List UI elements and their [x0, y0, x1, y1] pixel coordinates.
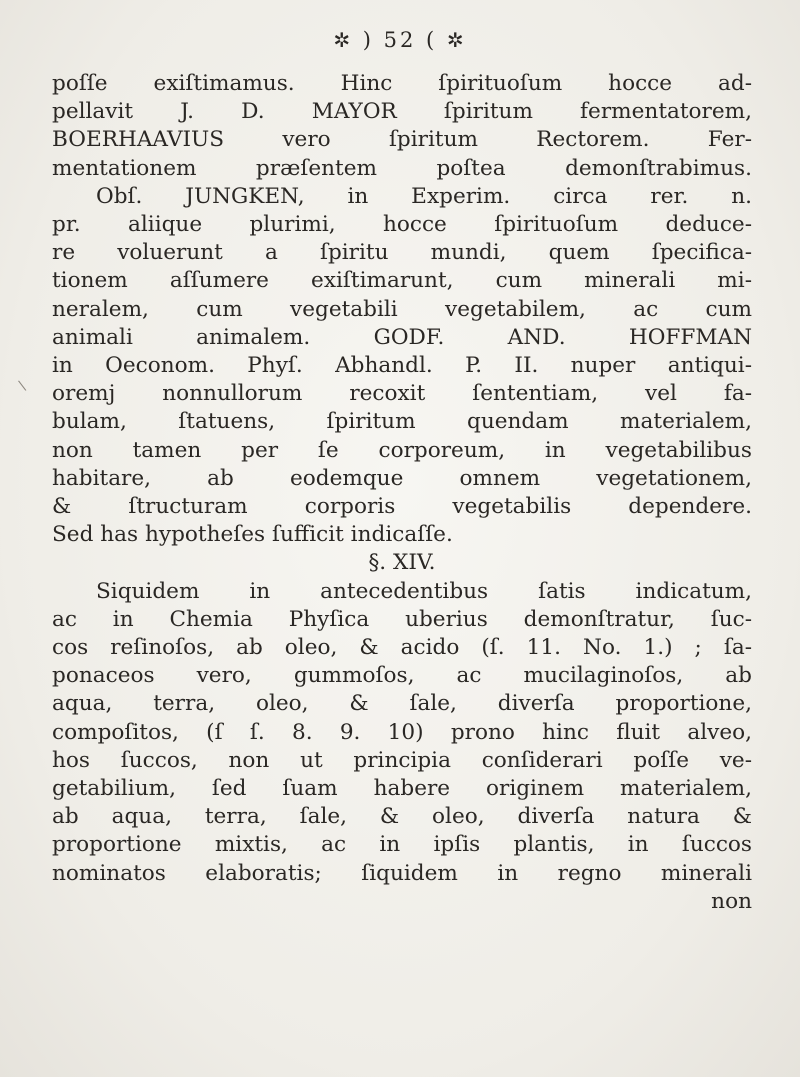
text-line: aqua, terra, oleo, & ſale, diverſa proportione, [52, 691, 752, 717]
text-line: in Oeconom. Phyſ. Abhandl. P. II. nuper antiqui- [52, 353, 752, 379]
text-line: ponaceos vero, gummoſos, ac mucilaginoſos, ab [52, 663, 752, 689]
text-line: BOERHAAVIUS vero ſpiritum Rectorem. Fer- [52, 127, 752, 153]
text-line: ab aqua, terra, ſale, & oleo, diverſa natura & [52, 804, 752, 830]
text-line: tionem aſſumere exiſtimarunt, cum minerali mi- [52, 268, 752, 294]
text-line: getabilium, ſed ſuam habere originem materialem, [52, 776, 752, 802]
text-line: compoſitos, (ſ ſ. 8. 9. 10) prono hinc fluit alveo, [52, 719, 752, 745]
page-number: ) 52 ( [362, 28, 438, 52]
body-text [52, 70, 752, 916]
text-line: & ſtructuram corporis vegetabilis dependere. [52, 494, 752, 520]
text-line: bulam, ſtatuens, ſpiritum quendam materialem, [52, 409, 752, 435]
text-line: Sed has hypotheſes ſufficit indicaſſe. [52, 522, 453, 548]
text-line: Obſ. JUNGKEN, in Experim. circa rer. n. [96, 183, 752, 209]
text-line: cos reſinoſos, ab oleo, & acido (ſ. 11. No. 1.) ; ſa- [52, 635, 752, 661]
text-line: mentationem præſentem poſtea demonſtrabimus. [52, 155, 752, 181]
text-line: pellavit J. D. MAYOR ſpiritum fermentatorem, [52, 99, 752, 125]
margin-mark: \ [17, 377, 28, 395]
section-heading: §. XIV. [368, 550, 436, 576]
catchword: non [711, 888, 752, 914]
text-line: nominatos elaboratis; ſiquidem in regno minerali [52, 860, 752, 886]
text-line: non tamen per ſe corporeum, in vegetabilibus [52, 437, 752, 463]
text-line: proportione mixtis, ac in ipſis plantis, in ſuccos [52, 832, 752, 858]
text-line: habitare, ab eodemque omnem vegetationem, [52, 465, 752, 491]
text-line: hos ſuccos, non ut principia conſiderari poſſe ve- [52, 747, 752, 773]
ornament-left-icon: ✲ [333, 28, 354, 52]
text-line: neralem, cum vegetabili vegetabilem, ac cum [52, 296, 752, 322]
page-header [0, 28, 800, 52]
text-line: re voluerunt a ſpiritu mundi, quem ſpecifica- [52, 240, 752, 266]
ornament-right-icon: ✲ [446, 28, 467, 52]
text-line: pr. aliique plurimi, hocce ſpirituoſum deduce- [52, 212, 752, 238]
text-line: oremj nonnullorum recoxit ſententiam, vel fa- [52, 381, 752, 407]
text-line: Siquidem in antecedentibus ſatis indicatum, [96, 578, 752, 604]
text-line: poſſe exiſtimamus. Hinc ſpirituoſum hocce ad- [52, 71, 752, 96]
text-line: ac in Chemia Phyſica uberius demonſtratur, ſuc- [52, 606, 752, 632]
text-line: animali animalem. GODF. AND. HOFFMAN [52, 324, 752, 350]
